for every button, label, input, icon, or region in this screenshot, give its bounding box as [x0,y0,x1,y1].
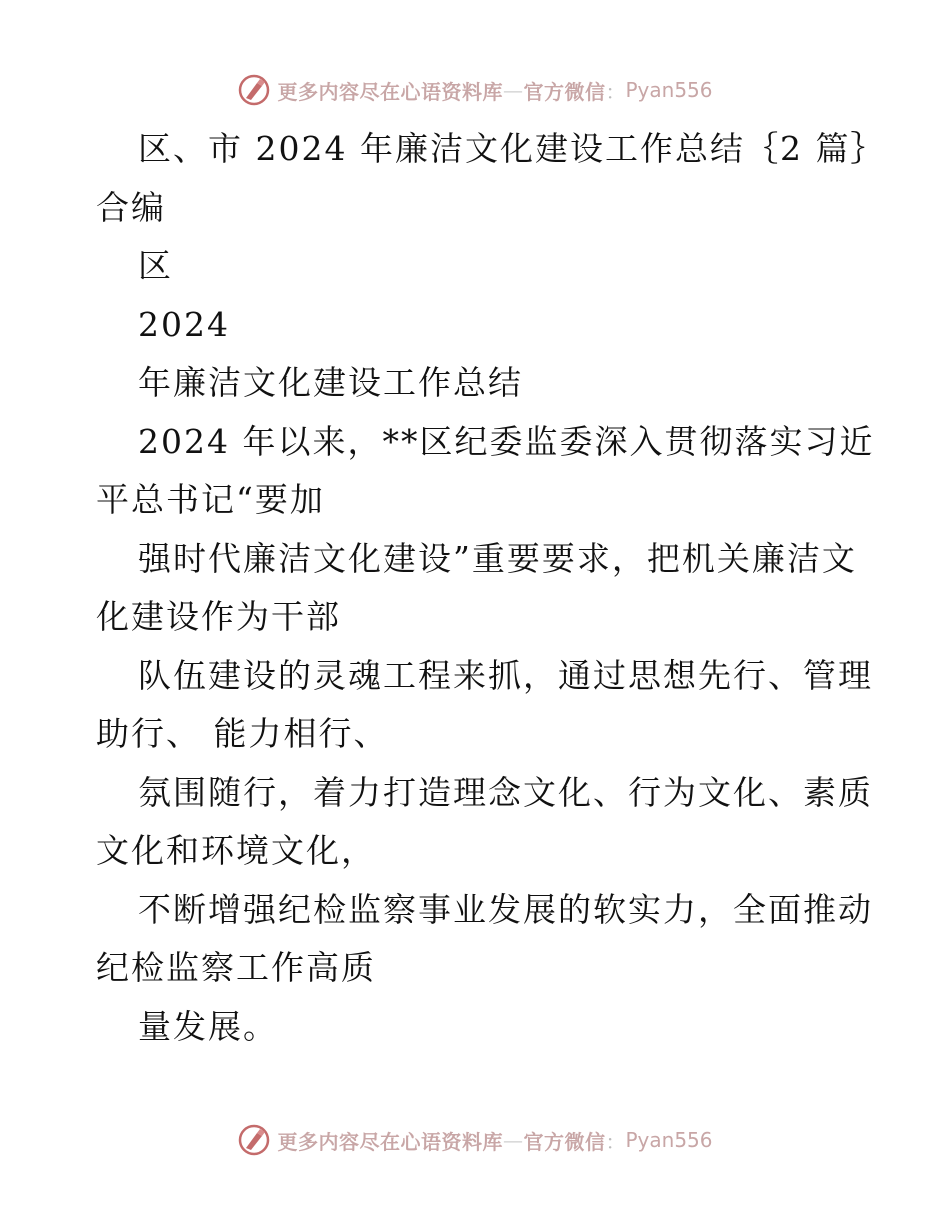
text-line: 区、市 2024 年廉洁文化建设工作总结｛2 篇｝ [138,129,886,168]
text-line: 不断增强纪检监察事业发展的软实力，全面推动 [138,889,873,929]
watermark-wechat-id: Pyan556 [625,78,713,102]
text-line: 量发展。 [138,1006,278,1046]
text-line: 区 [138,246,173,285]
document-body [96,120,886,1056]
text-line: 助行、 能力相行、 [96,714,389,753]
text-line: 纪检监察工作高质 [96,948,376,987]
text-line: 文化和环境文化， [96,831,376,870]
watermark-text: 更多内容尽在心语资料库 [277,79,503,104]
text-line: 2024 [138,304,230,344]
pen-logo-icon [237,73,271,107]
text-line: 2024 年以来，**区纪委监委深入贯彻落实习近 [138,421,875,461]
text-line: 平总书记“要加 [96,480,325,519]
watermark-dash: — [502,1128,524,1152]
watermark-wechat-id: Pyan556 [625,1128,713,1152]
watermark-dash: — [502,78,524,102]
text-line: 队伍建设的灵魂工程来抓，通过思想先行、管理 [138,655,873,695]
pen-logo-icon [237,1123,271,1157]
text-line: 氛围随行，着力打造理念文化、行为文化、素质 [138,772,873,812]
text-line: 合编 [96,187,166,227]
text-line: 年廉洁文化建设工作总结 [138,363,523,402]
watermark-colon: ： [605,79,626,104]
watermark-text: 更多内容尽在心语资料库 [277,1129,503,1154]
footer-watermark [0,1120,950,1160]
text-line: 化建设作为干部 [96,597,341,636]
watermark-official: 官方微信 [523,1129,606,1154]
text-line: 强时代廉洁文化建设”重要要求，把机关廉洁文 [138,538,857,578]
watermark-official: 官方微信 [523,79,606,104]
watermark-colon: ： [605,1129,626,1154]
header-watermark [0,70,950,110]
